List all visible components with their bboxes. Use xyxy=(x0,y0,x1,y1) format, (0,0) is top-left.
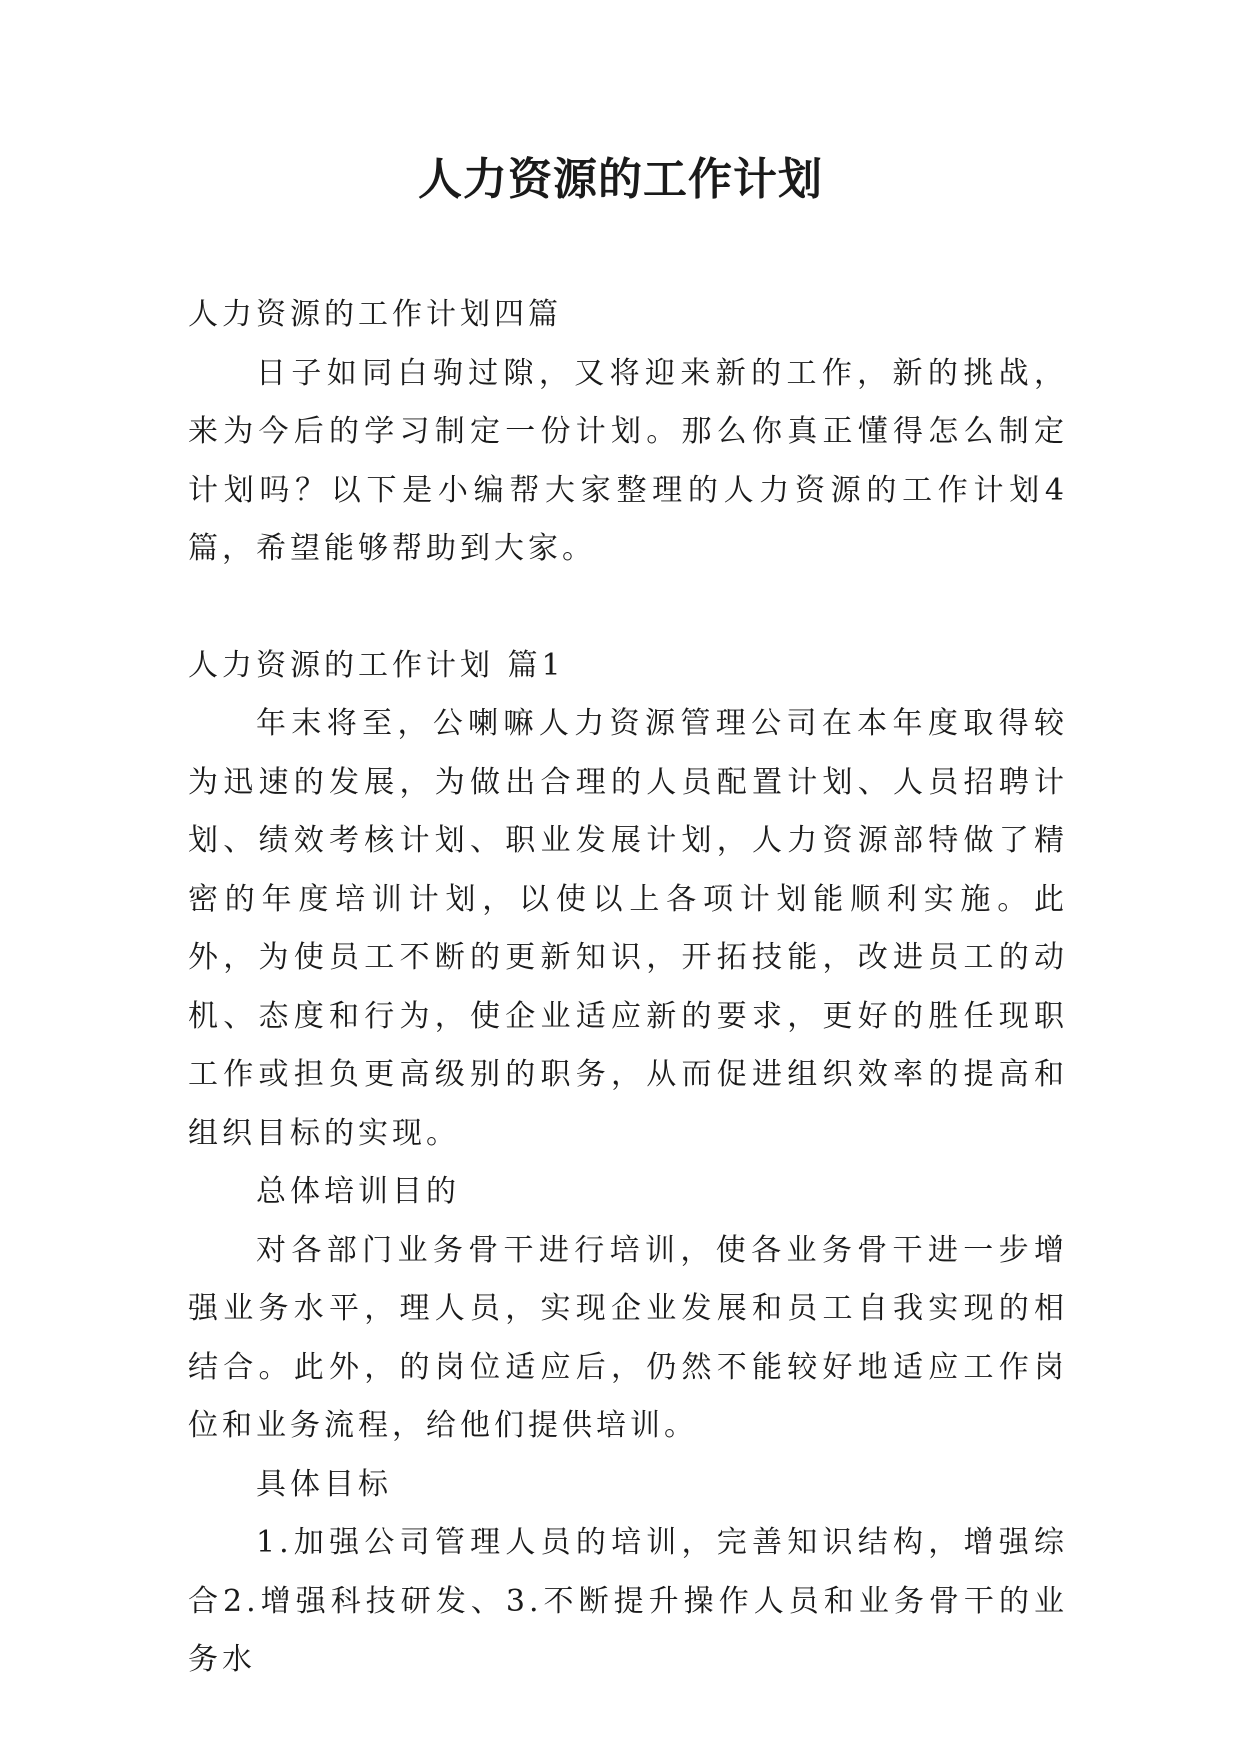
document-body xyxy=(188,286,1068,1690)
body-paragraph: 年末将至，公喇嘛人力资源管理公司在本年度取得较为迅速的发展，为做出合理的人员配置计划、人员招聘计划、绩效考核计划、职业发展计划，人力资源部特做了精密的年度培训计划，以使以上各项计划能顺利实施。此外，为使员工不断的更新知识，开拓技能，改进员工的动机、态度和行为，使企业适应新的要求，更好的胜任现职工作或担负更高级别的职务，从而促进组织效率的提高和组织目标的实现。 xyxy=(188,706,1068,1151)
document-title: 人力资源的工作计划 xyxy=(418,154,823,205)
body-paragraph: 1.加强公司管理人员的培训，完善知识结构，增强综合2.增强科技研发、3.不断提升操作人员和业务骨干的业务水 xyxy=(188,1525,1068,1677)
section-heading-intro: 人力资源的工作计划四篇 xyxy=(188,297,562,332)
body-paragraph: 对各部门业务骨干进行培训，使各业务骨干进一步增强业务水平，理人员，实现企业发展和员工自我实现的相结合。此外，的岗位适应后，仍然不能较好地适应工作岗位和业务流程，给他们提供培训。 xyxy=(188,1232,1068,1443)
subheading-specific-goals: 具体目标 xyxy=(256,1466,392,1502)
section-heading-part-1: 人力资源的工作计划 篇1 xyxy=(188,647,565,683)
subheading-overall-goal: 总体培训目的 xyxy=(256,1174,460,1209)
intro-paragraph: 日子如同白驹过隙，又将迎来新的工作，新的挑战，来为今后的学习制定一份计划。那么你真正懂得怎么制定计划吗？以下是小编帮大家整理的人力资源的工作计划4篇，希望能够帮助到大家。 xyxy=(188,355,1068,566)
